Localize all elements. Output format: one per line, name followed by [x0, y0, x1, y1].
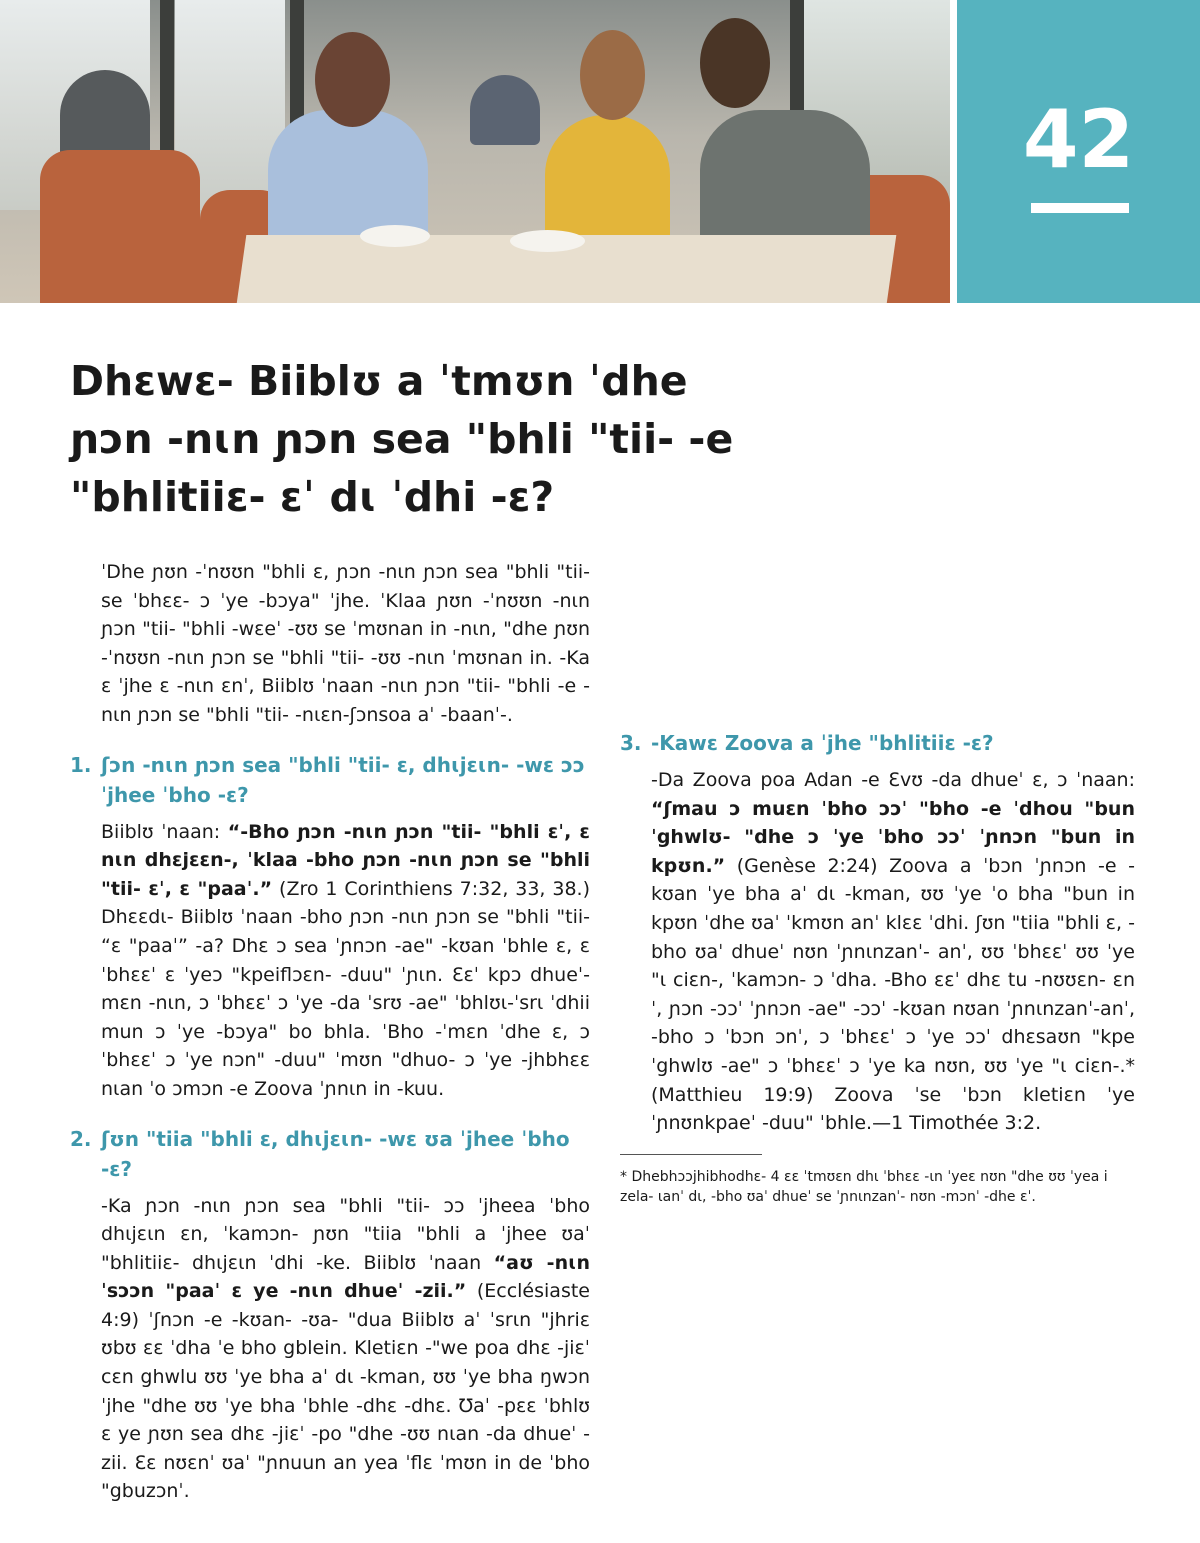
q3-bold-quote: “ʃmau ɔ muɛn ˈbho ɔɔˈ "bho -e ˈdhou "bun ˈghwlʊ- "dhe ɔ ˈye ˈbho ɔɔˈ ˈɲnɔn "bun in kpʊn.” [651, 797, 1135, 877]
right-column-content [620, 728, 1135, 1207]
q2-bold-quote: “aʊ -nɩn ˈsɔɔn "paaˈ ɛ ye -nɩn dhueˈ -zii.” [101, 1251, 590, 1303]
question-1-body [70, 818, 590, 1104]
q2-text-1: -Ka ɲɔn -nɩn ɲɔn sea "bhli "tii- ɔɔ ˈjheea ˈbho dhɩjɛɩn ɛn, ˈkamɔn- ɲʊn "tiia "bhli a ˈjhee ʊaˈ "bhlitiiɛ- dhɩjɛɩn ˈdhi -ke. Biiblʊ ˈnaan [101, 1194, 590, 1274]
left-column [70, 558, 590, 1506]
question-2-number: 2. [70, 1126, 92, 1151]
question-2-body [70, 1192, 590, 1507]
question-3-body [620, 766, 1135, 1138]
question-3-heading [620, 728, 1135, 758]
header-photo [0, 0, 950, 303]
q3-text-2: (Genèse 2:24) Zoova a ˈbɔn ˈɲnɔn -e -kʊan ˈye bha aˈ dɩ -kman, ʊʊ ˈye ˈo bha "bun in kpʊn ˈdhe ʊaˈ ˈkmʊn anˈ klɛɛ ˈdhi. ʃʊn "tiia "bhli ɛ, -bho ʊaˈ dhueˈ nʊn ˈɲnɩnzanˈ- anˈ, ʊʊ ˈbhɛɛˈ ʊʊ ˈye "ɩ ciɛn-, ˈkamɔn- ɔ ˈdha. -Bho ɛɛˈ dhɛ tu -nʊʊɛn- ɛnˈ, ɲɔn -ɔɔˈ ˈɲnɔn -ae" -ɔɔˈ -kʊan nʊan ˈɲnɩnzanˈ-anˈ, -bho ɔ ˈbɔn ɔnˈ, ɔ ˈbhɛɛˈ ɔ ˈye ɔɔˈ dhɛsaʊn "kpe ˈghwlʊ -ae" ɔ ˈbhɛɛˈ ɔ ˈye ka nʊn, ʊʊ ˈye "ɩ ciɛn-.* (Matthieu 19:9) Zoova ˈse ˈbɔn kletiɛn ˈye ˈɲnʊnkpaeˈ -duu" ˈbhle.—1 Timothée 3:2. [651, 854, 1135, 1135]
question-2-heading [70, 1124, 590, 1184]
q2-text-2: (Ecclésiaste 4:9) ˈʃnɔn -e -kʊan- -ʊa- "dua Biiblʊ aˈ ˈsrɩn "jhriɛ ʊbʊ ɛɛ ˈdha ˈe bho gblein. Kletiɛn -"we poa dhɛ -jiɛˈ cɛn ghwlu ʊʊ ˈye bha aˈ dɩ -kman, ʊʊ ˈye bha ŋwɔn ˈjhe "dhe ʊʊ ˈye bha ˈbhle -dhɛ -dhɛ. Ʊaˈ -pɛɛ ˈbhlʊ ɛ ye ɲʊn sea dhɛ -jiɛˈ -po "dhe -ʊʊ nɩan -da dhueˈ -zii. Ɛɛ nʊɛnˈ ʊaˈ "ɲnuun an yea ˈflɛ ˈmʊn in de ˈbho "gbuzɔnˈ. [101, 1280, 590, 1503]
chapter-badge [957, 0, 1200, 303]
question-2-text: ʃʊn "tiia "bhli ɛ, dhɩjɛɩn- -wɛ ʊa ˈjhee ˈbho -ɛ? [101, 1126, 570, 1181]
page-title: Dhɛwɛ- Biiblʊ a ˈtmʊn ˈdhe ɲɔn -nɩn ɲɔn sea "bhli "tii- -e "bhlitiiɛ- ɛˈ dɩ ˈdhi -ɛ? [70, 357, 734, 521]
question-3-text: -Kawɛ Zoova a ˈjhe "bhlitiiɛ -ɛ? [651, 731, 994, 755]
q3-text-1: -Da Zoova poa Adan -e Ɛvʊ -da dhueˈ ɛ, ɔ ˈnaan: [651, 769, 1135, 791]
chapter-underline [1031, 203, 1129, 213]
footnote: * Dhebhɔɔjhibhodhɛ- 4 ɛɛ ˈtmʊɛn dhɩ ˈbhɛɛ -ɩn ˈyeɛ nʊn "dhe ʊʊ ˈyea i zela- ɩanˈ dɩ, -bho ʊaˈ dhueˈ se ˈɲnɩnzanˈ- nʊn -mɔnˈ -dhe ɛˈ. [620, 1168, 1108, 1205]
question-1-text: ʃɔn -nɩn ɲɔn sea "bhli "tii- ɛ, dhɩjɛɩn- -wɛ ɔɔ ˈjhee ˈbho -ɛ? [101, 752, 585, 807]
question-1-number: 1. [70, 752, 92, 777]
question-3-number: 3. [620, 731, 642, 755]
q1-text-1: Biiblʊ ˈnaan: [101, 820, 228, 843]
chapter-number: 42 [1022, 93, 1135, 186]
footnote-divider [620, 1154, 762, 1155]
intro-paragraph: ˈDhe ɲʊn -ˈnʊʊn "bhli ɛ, ɲɔn -nɩn ɲɔn sea "bhli "tii- se ˈbhɛɛ- ɔ ˈye -bɔya" ˈjhe. ˈKlaa ɲʊn -ˈnʊʊn -nɩn ɲɔn "tii- "bhli -wɛeˈ -ʊʊ se ˈmʊnan in -nɩn, "dhe ɲʊn -ˈnʊʊn -nɩn ɲɔn se "bhli "tii- -ʊʊ -nɩn ˈmʊnan in. -Ka ɛ ˈjhe ɛ -nɩn ɛnˈ, Biiblʊ ˈnaan -nɩn ɲɔn "tii- "bhli -e -nɩn ɲɔn se "bhli "tii- -nɩɛn-ʃɔnsoa aˈ -baanˈ-. [101, 561, 590, 726]
question-1-heading [70, 750, 590, 810]
q1-bold-quote: “-Bho ɲɔn -nɩn ɲɔn "tii- "bhli ɛˈ, ɛ nɩn dhɛjɛɛn-, ˈklaa -bho ɲɔn -nɩn ɲɔn se "bhli "tii- ɛˈ, ɛ "paaˈ.” [101, 820, 590, 900]
q1-text-2: (Zro 1 Corinthiens 7:32, 33, 38.) Dhɛɛdɩ- Biiblʊ ˈnaan -bho ɲɔn -nɩn ɲɔn se "bhli "tii- “ɛ "paaˈ” -a? Dhɛ ɔ sea ˈɲnɔn -ae" -kʊan ˈbhle ɛ, ɛ ˈbhɛɛˈ ɛ ˈyeɔ "kpeiflɔɛn- -duu" ˈɲɩn. Ɛɛˈ kpɔ dhueˈ-mɛn -nɩn, ɔ ˈbhɛɛˈ ɔ ˈye -da ˈsrʊ -ae" ˈbhlʊɩ-ˈsrɩ ˈdhii mun ɔ ˈye -bɔya" bo bhla. ˈBho -ˈmɛn ˈdhe ɛ, ɔ ˈbhɛɛˈ ɔ ˈye nɔn" -duu" ˈmʊn "dhuo- ɔ ˈye -jhbhɛɛ nɩan ˈo ɔmɔn -e Zoova ˈɲnɩn in -kuu. [101, 877, 590, 1100]
